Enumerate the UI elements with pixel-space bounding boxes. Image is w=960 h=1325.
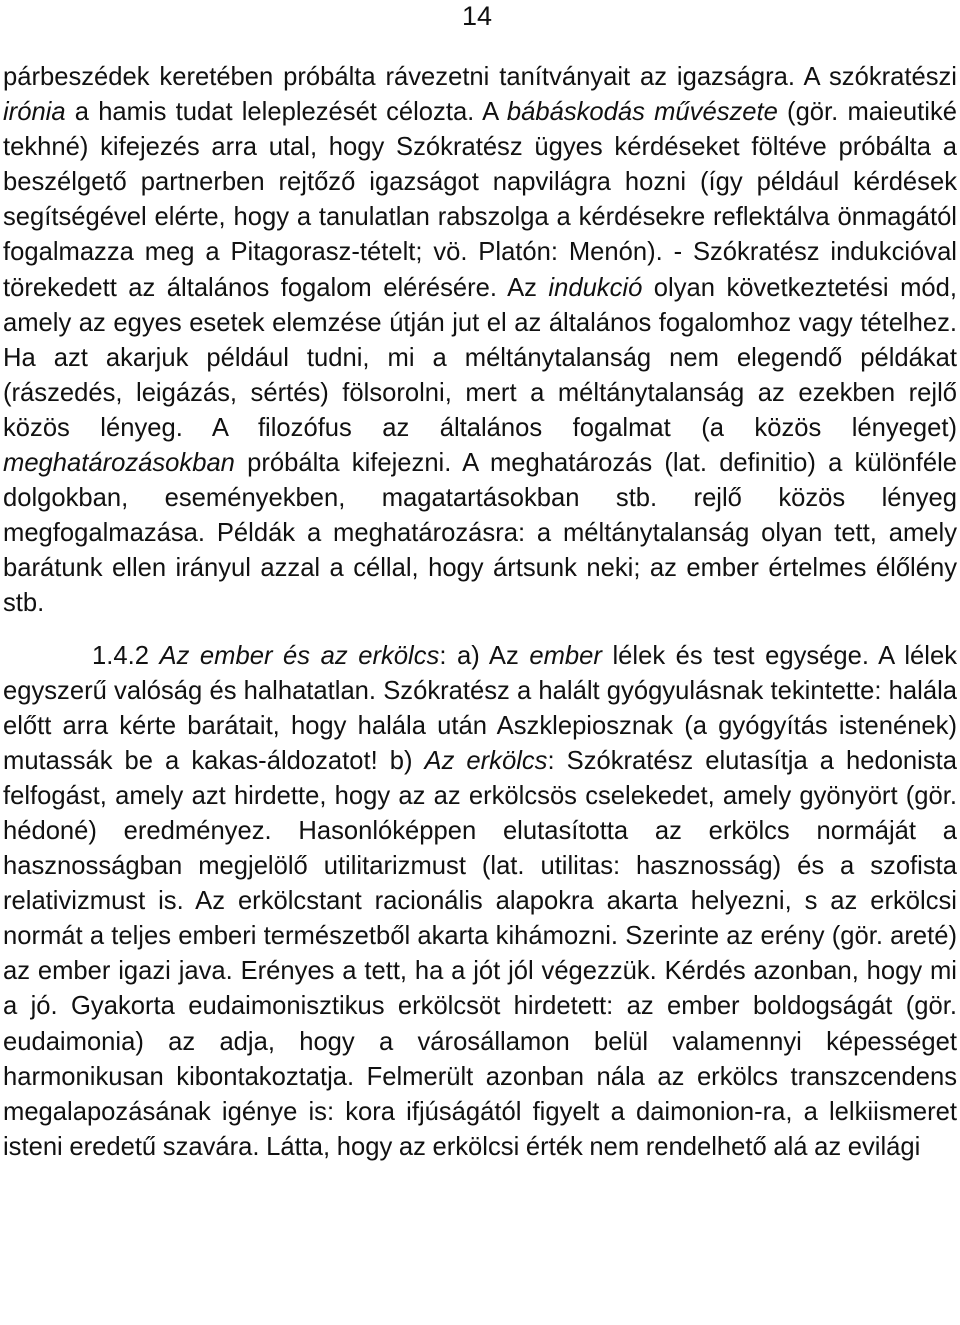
text-run: olyan következtetési mód, amely az egyes esetek elemzése útján jut el az általános fogalomhoz vagy tételhez. Ha azt akarjuk például tudni, mi a méltánytalanság nem elegendő példákat (rászedés, leigázás, sértés) fölsorolni, mert a méltánytalanság az ezekben rejlő közös lényeg. A filozófus az általános fogalmat (a közös lényeget) <box>3 273 957 442</box>
italic-term: irónia <box>3 98 66 127</box>
paragraph-2 <box>3 639 957 1165</box>
text-run: a hamis tudat leleplezését célozta. A <box>65 98 507 127</box>
text-run: : Szókratész elutasítja a hedonista felfogást, amely azt hirdette, hogy az az erkölcsös cselekedet, amely gyönyört (gör. hédoné) eredményez. Hasonlóképpen elutasította az erkölcs normáját a hasznosságban megjelölő utilitarizmust (lat. utilitas: hasznosság) és a szofista relativizmust is. Az erkölcstant racionális alapokra akarta helyezni, s az erkölcsi normát a teljes emberi természetből akarta kihámozni. Szerinte az erény (gör. areté) az ember igazi java. Erényes a tett, ha a jót jól végezzük. Kérdés azonban, hogy mi a jó. Gyakorta eudaimonisztikus erkölcsöt hirdetett: az ember boldogságát (gör. eudaimonia) az adja, hogy a városállamon belül valamennyi képességet harmonikusan kibontakoztatja. Felmerült azonban nála az erkölcs transzcendens megalapozásának igénye is: kora ifjúságától figyelt a daimonion-ra, a lelkiismeret isteni eredetű szavára. Látta, hogy az erkölcsi érték nem rendelhető alá az evilági <box>3 746 957 1161</box>
italic-term: meghatározásokban <box>3 449 235 478</box>
text-run: : a) Az <box>439 641 530 670</box>
italic-term: indukció <box>548 273 643 302</box>
italic-term: ember <box>529 641 602 670</box>
page-number: 14 <box>462 1 493 31</box>
text-run: próbálta kifejezni. A meghatározás (lat. definitio) a különféle dolgokban, eseményekben, magatartásokban stb. rejlő közös lényeg megfogalmazása. Példák a meghatározásra: a méltánytalanság olyan tett, amely barátunk ellen irányul azzal a céllal, hogy ártsunk neki; az ember értelmes élőlény stb. <box>3 449 957 618</box>
section-number: 1.4.2 <box>92 641 160 670</box>
italic-term: bábáskodás művészete <box>506 98 778 127</box>
text-run: (gör. maieutiké tekhné) kifejezés arra utal, hogy Szókratész ügyes kérdéseket föltéve próbálta a beszélgető partnerben rejtőző igazságot napvilágra hozni (így például kérdések segítségével elérte, hogy a tanulatlan rabszolga a kérdésekre reflektálva önmagától fogalmazza meg a Pitagorasz-tételt; vö. Platón: Menón). - Szókratész indukcióval törekedett az általános fogalom elérésére. Az <box>3 98 957 302</box>
paragraph-1 <box>3 60 957 622</box>
body-text <box>3 60 957 1165</box>
italic-term: Az erkölcs <box>424 746 548 775</box>
text-run: párbeszédek keretében próbálta rávezetni tanítványait az igazságra. A szókratészi <box>3 63 957 91</box>
section-title: Az ember és az erkölcs <box>159 641 440 670</box>
text-run: lélek és test egysége. A lélek egyszerű valóság és halhatatlan. Szókratész a halált gyógyulásnak tekintette: halála előtt arra kérte barátait, hogy halála után Aszklepiosznak (a gyógyítás istenének) mutassák be a kakas-áldozatot! b) <box>3 641 957 775</box>
